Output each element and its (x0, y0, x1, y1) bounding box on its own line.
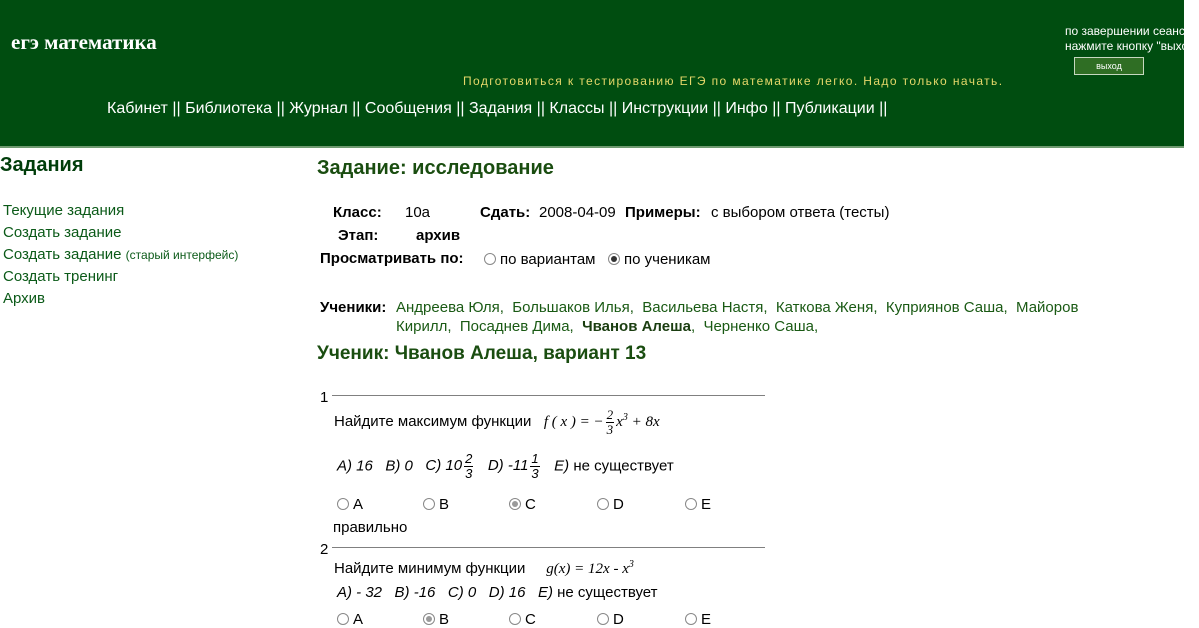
sidebar-item-current[interactable] (3, 200, 238, 222)
radio-icon[interactable] (509, 613, 521, 625)
session-note-line: нажмите кнопку "выход" (1065, 39, 1199, 53)
site-header (0, 0, 1199, 146)
answer-c-whole: C) 10 (425, 457, 463, 475)
sidebar-item-note: (старый интерфейс) (125, 248, 239, 262)
student-link-selected[interactable]: Чванов Алеша (582, 318, 691, 335)
sidebar-title: Задания (0, 154, 84, 176)
option-c[interactable] (509, 496, 536, 513)
view-mode-label: Просматривать по: (320, 250, 464, 267)
fraction-numerator: 2 (606, 407, 614, 422)
student-link[interactable]: Васильева Настя (642, 299, 764, 316)
nav-item-cabinet[interactable]: Кабинет (107, 100, 168, 117)
answer-a: A) - 32 (337, 584, 383, 601)
due-label: Сдать: (480, 204, 531, 221)
sidebar-item-archive[interactable] (3, 288, 238, 310)
view-by-student-option[interactable] (608, 251, 711, 268)
fraction-numerator: 1 (531, 451, 539, 466)
site-title[interactable]: егэ математика (11, 30, 157, 54)
answer-d: D) 16 (488, 584, 526, 601)
radio-icon[interactable] (597, 613, 609, 625)
class-value: 10а (405, 204, 431, 221)
view-option-label: по ученикам (624, 251, 711, 268)
formula-lhs: f ( x ) = − (543, 413, 604, 430)
option-label: D (613, 611, 624, 628)
answer-e-label: E) (554, 457, 570, 475)
question-formula (546, 561, 634, 577)
examples-value: с выбором ответа (тесты) (711, 204, 890, 221)
student-link[interactable]: Майоров Кирилл (396, 299, 1079, 335)
sidebar-item-create-old[interactable] (3, 244, 238, 266)
answer-e-label: E) (537, 584, 553, 601)
question-2-answers (337, 584, 658, 601)
student-link[interactable]: Черненко Саша (703, 318, 815, 335)
nav-separator: || (879, 100, 888, 117)
view-option-label: по вариантам (500, 251, 596, 268)
students-list (320, 298, 1120, 335)
nav-item-library[interactable]: Библиотека (185, 100, 273, 117)
question-prompt: Найдите минимум функции (334, 560, 526, 577)
radio-icon[interactable] (685, 498, 697, 510)
due-value: 2008-04-09 (539, 204, 616, 221)
nav-separator: || (172, 100, 181, 117)
formula-exponent: 3 (622, 411, 628, 423)
nav-item-classes[interactable]: Классы (549, 100, 605, 117)
nav-item-journal[interactable]: Журнал (289, 100, 348, 117)
option-d[interactable] (597, 496, 624, 513)
answer-result: правильно (333, 519, 408, 536)
students-label: Ученики: (320, 299, 387, 316)
student-link[interactable]: Андреева Юля (396, 299, 500, 316)
answer-e-text: не существует (573, 457, 674, 475)
option-e[interactable] (685, 496, 711, 513)
student-link[interactable]: Посаднев Дима (459, 318, 570, 335)
option-b[interactable] (423, 496, 449, 513)
question-divider (332, 547, 765, 548)
option-label: B (439, 611, 450, 628)
nav-separator: || (352, 100, 361, 117)
nav-separator: || (712, 100, 721, 117)
radio-icon[interactable] (337, 498, 349, 510)
logout-button[interactable]: выход (1074, 57, 1144, 75)
sidebar-item-label[interactable]: Создать задание (3, 246, 122, 263)
option-label: A (353, 496, 364, 513)
answer-d-fraction (530, 452, 539, 481)
student-link[interactable]: Каткова Женя (775, 299, 874, 316)
question-number: 2 (320, 541, 329, 558)
option-a[interactable] (337, 611, 363, 628)
question-number: 1 (320, 389, 329, 406)
examples-label: Примеры: (625, 204, 701, 221)
option-label: D (613, 496, 624, 513)
site-tagline: Подготовиться к тестированию ЕГЭ по математике легко. Надо только начать. (463, 74, 1004, 88)
nav-separator: || (536, 100, 545, 117)
option-label: C (525, 496, 536, 513)
answer-d (487, 451, 542, 481)
radio-icon[interactable] (484, 253, 496, 265)
option-d[interactable] (597, 611, 624, 628)
stage-value: архив (416, 227, 461, 244)
radio-checked-icon[interactable] (608, 253, 620, 265)
question-1-answers (337, 452, 674, 481)
question-prompt: Найдите максимум функции (334, 412, 532, 430)
formula-fraction (606, 408, 615, 437)
answer-b: B) -16 (394, 584, 436, 601)
sidebar-item-training[interactable] (3, 266, 238, 288)
student-variant-title: Ученик: Чванов Алеша, вариант 13 (317, 343, 647, 364)
nav-item-assignments[interactable]: Задания (468, 100, 533, 117)
radio-icon[interactable] (597, 498, 609, 510)
sidebar-item-create[interactable] (3, 222, 238, 244)
header-divider (0, 146, 1184, 148)
nav-item-instructions[interactable]: Инструкции (621, 100, 709, 117)
formula-base: x (616, 413, 623, 430)
radio-icon[interactable] (685, 613, 697, 625)
fraction-denominator: 3 (465, 466, 473, 481)
student-link[interactable]: Куприянов Саша (885, 299, 1004, 316)
answer-c-fraction (464, 452, 473, 481)
fraction-denominator: 3 (531, 466, 539, 481)
students-links: Андреева Юля, Большаков Илья, Васильева Настя, Каткова Женя, Куприянов Саша, Майоров Кирилл, Посаднев Дима, Чванов Алеша, Черненко Саша, (396, 299, 1079, 335)
stage-label: Этап: (338, 227, 379, 244)
formula-exponent: 3 (628, 559, 634, 570)
answer-c: C) 0 (447, 584, 477, 601)
session-note (1065, 24, 1199, 54)
question-formula (543, 407, 660, 437)
answer-c (425, 451, 475, 481)
sidebar-menu (3, 200, 238, 310)
option-a[interactable] (337, 496, 363, 513)
nav-separator: || (276, 100, 285, 117)
nav-separator: || (772, 100, 781, 117)
nav-item-messages[interactable]: Сообщения (364, 100, 452, 117)
fraction-denominator: 3 (606, 422, 614, 437)
option-label: E (701, 496, 712, 513)
option-label: B (439, 496, 450, 513)
nav-separator: || (456, 100, 465, 117)
nav-item-info[interactable]: Инфо (725, 100, 768, 117)
nav-separator: || (608, 100, 618, 117)
radio-checked-icon[interactable] (423, 613, 435, 625)
answer-d-whole: D) -11 (487, 457, 529, 475)
session-note-line: по завершении сеанса (1065, 24, 1192, 38)
question-divider (332, 395, 765, 396)
option-label: E (701, 611, 712, 628)
option-b[interactable] (423, 611, 449, 628)
formula-text: g(x) = 12x - x (546, 561, 629, 577)
sidebar-item-label[interactable]: Архив (3, 290, 46, 307)
option-label: C (525, 611, 536, 628)
student-link[interactable]: Большаков Илья (512, 299, 630, 316)
fraction-numerator: 2 (465, 451, 473, 466)
sidebar-item-label[interactable]: Создать задание (3, 224, 122, 241)
radio-checked-icon[interactable] (509, 498, 521, 510)
formula-tail: + 8x (627, 413, 660, 430)
page-title: Задание: исследование (317, 157, 554, 179)
option-c[interactable] (509, 611, 536, 628)
option-e[interactable] (685, 611, 711, 628)
question-1-text (334, 408, 660, 437)
nav-item-publications[interactable]: Публикации (784, 100, 875, 117)
view-by-variant-option[interactable] (484, 251, 595, 268)
answer-e-text: не существует (557, 584, 658, 601)
sidebar-item-label[interactable]: Создать тренинг (3, 268, 119, 285)
main-nav (107, 100, 887, 118)
class-label: Класс: (333, 204, 382, 221)
question-2-text (334, 559, 634, 578)
radio-icon[interactable] (423, 498, 435, 510)
answer-b: B) 0 (385, 457, 413, 475)
answer-a: A) 16 (337, 457, 373, 475)
radio-icon[interactable] (337, 613, 349, 625)
option-label: A (353, 611, 364, 628)
sidebar-item-label[interactable]: Текущие задания (3, 202, 125, 219)
